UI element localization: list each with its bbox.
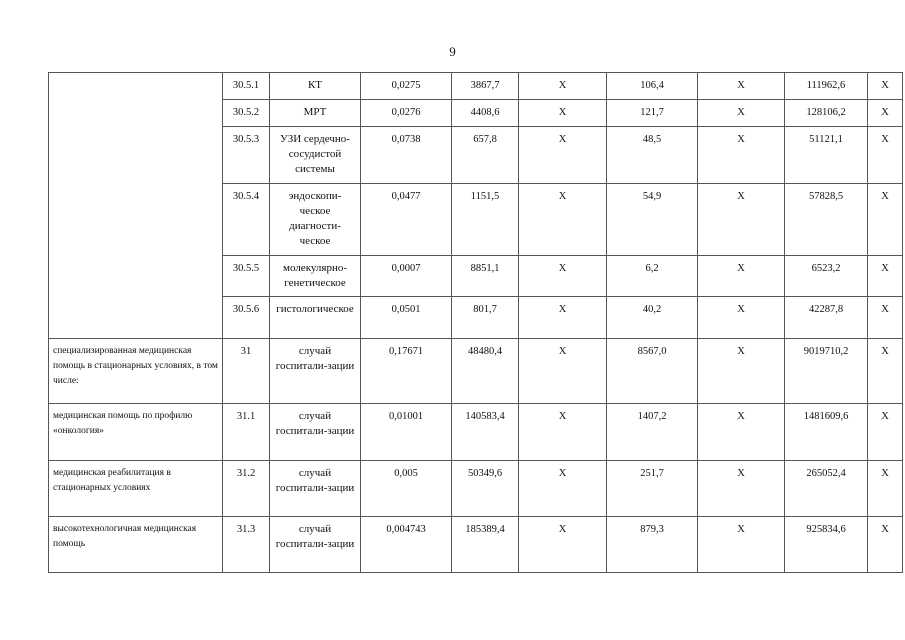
value-cell: 8851,1 — [452, 256, 519, 297]
value-cell: X — [519, 297, 607, 339]
value-cell: X — [868, 297, 903, 339]
value-cell: 251,7 — [607, 461, 698, 517]
value-cell: 1407,2 — [607, 404, 698, 461]
value-cell: X — [698, 461, 785, 517]
row-number: 30.5.5 — [223, 256, 270, 297]
description-cell: специализированная медицинская помощь в стационарных условиях, в том числе: — [49, 339, 223, 404]
unit-cell: случай госпитали-зации — [270, 461, 361, 517]
value-cell: 51121,1 — [785, 127, 868, 184]
value-cell: 0,0276 — [361, 100, 452, 127]
row-number: 30.5.2 — [223, 100, 270, 127]
value-cell: X — [519, 256, 607, 297]
row-number: 30.5.4 — [223, 184, 270, 256]
value-cell: 121,7 — [607, 100, 698, 127]
value-cell: X — [698, 256, 785, 297]
value-cell: X — [698, 127, 785, 184]
value-cell: 0,0275 — [361, 73, 452, 100]
value-cell: X — [519, 517, 607, 573]
value-cell: 4408,6 — [452, 100, 519, 127]
unit-cell: случай госпитали-зации — [270, 404, 361, 461]
table-row — [49, 517, 903, 573]
value-cell: 879,3 — [607, 517, 698, 573]
value-cell: 1151,5 — [452, 184, 519, 256]
value-cell: X — [519, 339, 607, 404]
row-number: 31.2 — [223, 461, 270, 517]
value-cell: X — [868, 184, 903, 256]
value-cell: X — [519, 127, 607, 184]
description-cell: медицинская помощь по профилю «онкология» — [49, 404, 223, 461]
value-cell: 48,5 — [607, 127, 698, 184]
row-number: 30.5.3 — [223, 127, 270, 184]
value-cell: 0,0477 — [361, 184, 452, 256]
value-cell: X — [698, 517, 785, 573]
value-cell: 925834,6 — [785, 517, 868, 573]
value-cell: 3867,7 — [452, 73, 519, 100]
description-cell: медицинская реабилитация в стационарных условиях — [49, 461, 223, 517]
value-cell: X — [868, 256, 903, 297]
unit-cell: случай госпитали-зации — [270, 339, 361, 404]
value-cell: 111962,6 — [785, 73, 868, 100]
table-row — [49, 461, 903, 517]
value-cell: 0,01001 — [361, 404, 452, 461]
value-cell: X — [698, 339, 785, 404]
row-number: 30.5.6 — [223, 297, 270, 339]
value-cell: 265052,4 — [785, 461, 868, 517]
unit-cell: гистологическое — [270, 297, 361, 339]
row-number: 31.3 — [223, 517, 270, 573]
table-row — [49, 73, 903, 100]
data-table — [48, 72, 903, 573]
value-cell: 42287,8 — [785, 297, 868, 339]
value-cell: 106,4 — [607, 73, 698, 100]
value-cell: X — [698, 297, 785, 339]
value-cell: X — [698, 100, 785, 127]
value-cell: 1481609,6 — [785, 404, 868, 461]
value-cell: 0,004743 — [361, 517, 452, 573]
row-number: 31 — [223, 339, 270, 404]
value-cell: 140583,4 — [452, 404, 519, 461]
value-cell: X — [698, 73, 785, 100]
value-cell: X — [868, 73, 903, 100]
unit-cell: МРТ — [270, 100, 361, 127]
value-cell: X — [698, 404, 785, 461]
value-cell: 0,005 — [361, 461, 452, 517]
value-cell: X — [868, 127, 903, 184]
value-cell: 57828,5 — [785, 184, 868, 256]
value-cell: 8567,0 — [607, 339, 698, 404]
unit-cell: эндоскопи-ческое диагности-ческое — [270, 184, 361, 256]
value-cell: 0,17671 — [361, 339, 452, 404]
description-cell: высокотехнологичная медицинская помощь — [49, 517, 223, 573]
value-cell: X — [868, 404, 903, 461]
value-cell: X — [698, 184, 785, 256]
value-cell: X — [519, 73, 607, 100]
page-number: 9 — [449, 44, 456, 59]
value-cell: 0,0007 — [361, 256, 452, 297]
value-cell: X — [519, 184, 607, 256]
value-cell: 6523,2 — [785, 256, 868, 297]
value-cell: 185389,4 — [452, 517, 519, 573]
value-cell: 6,2 — [607, 256, 698, 297]
value-cell: X — [868, 461, 903, 517]
table-row — [49, 339, 903, 404]
value-cell: X — [519, 100, 607, 127]
value-cell: X — [868, 517, 903, 573]
value-cell: 48480,4 — [452, 339, 519, 404]
row-number: 31.1 — [223, 404, 270, 461]
value-cell: 801,7 — [452, 297, 519, 339]
value-cell: 657,8 — [452, 127, 519, 184]
value-cell: 0,0501 — [361, 297, 452, 339]
value-cell: X — [868, 339, 903, 404]
value-cell: X — [868, 100, 903, 127]
value-cell: 50349,6 — [452, 461, 519, 517]
unit-cell: случай госпитали-зации — [270, 517, 361, 573]
table-row — [49, 404, 903, 461]
value-cell: 40,2 — [607, 297, 698, 339]
value-cell: 54,9 — [607, 184, 698, 256]
value-cell: X — [519, 461, 607, 517]
value-cell: 0,0738 — [361, 127, 452, 184]
row-number: 30.5.1 — [223, 73, 270, 100]
unit-cell: КТ — [270, 73, 361, 100]
unit-cell: УЗИ сердечно-сосудистой системы — [270, 127, 361, 184]
value-cell: 128106,2 — [785, 100, 868, 127]
value-cell: 9019710,2 — [785, 339, 868, 404]
unit-cell: молекулярно-генетическое — [270, 256, 361, 297]
value-cell: X — [519, 404, 607, 461]
description-cell-empty — [49, 73, 223, 339]
